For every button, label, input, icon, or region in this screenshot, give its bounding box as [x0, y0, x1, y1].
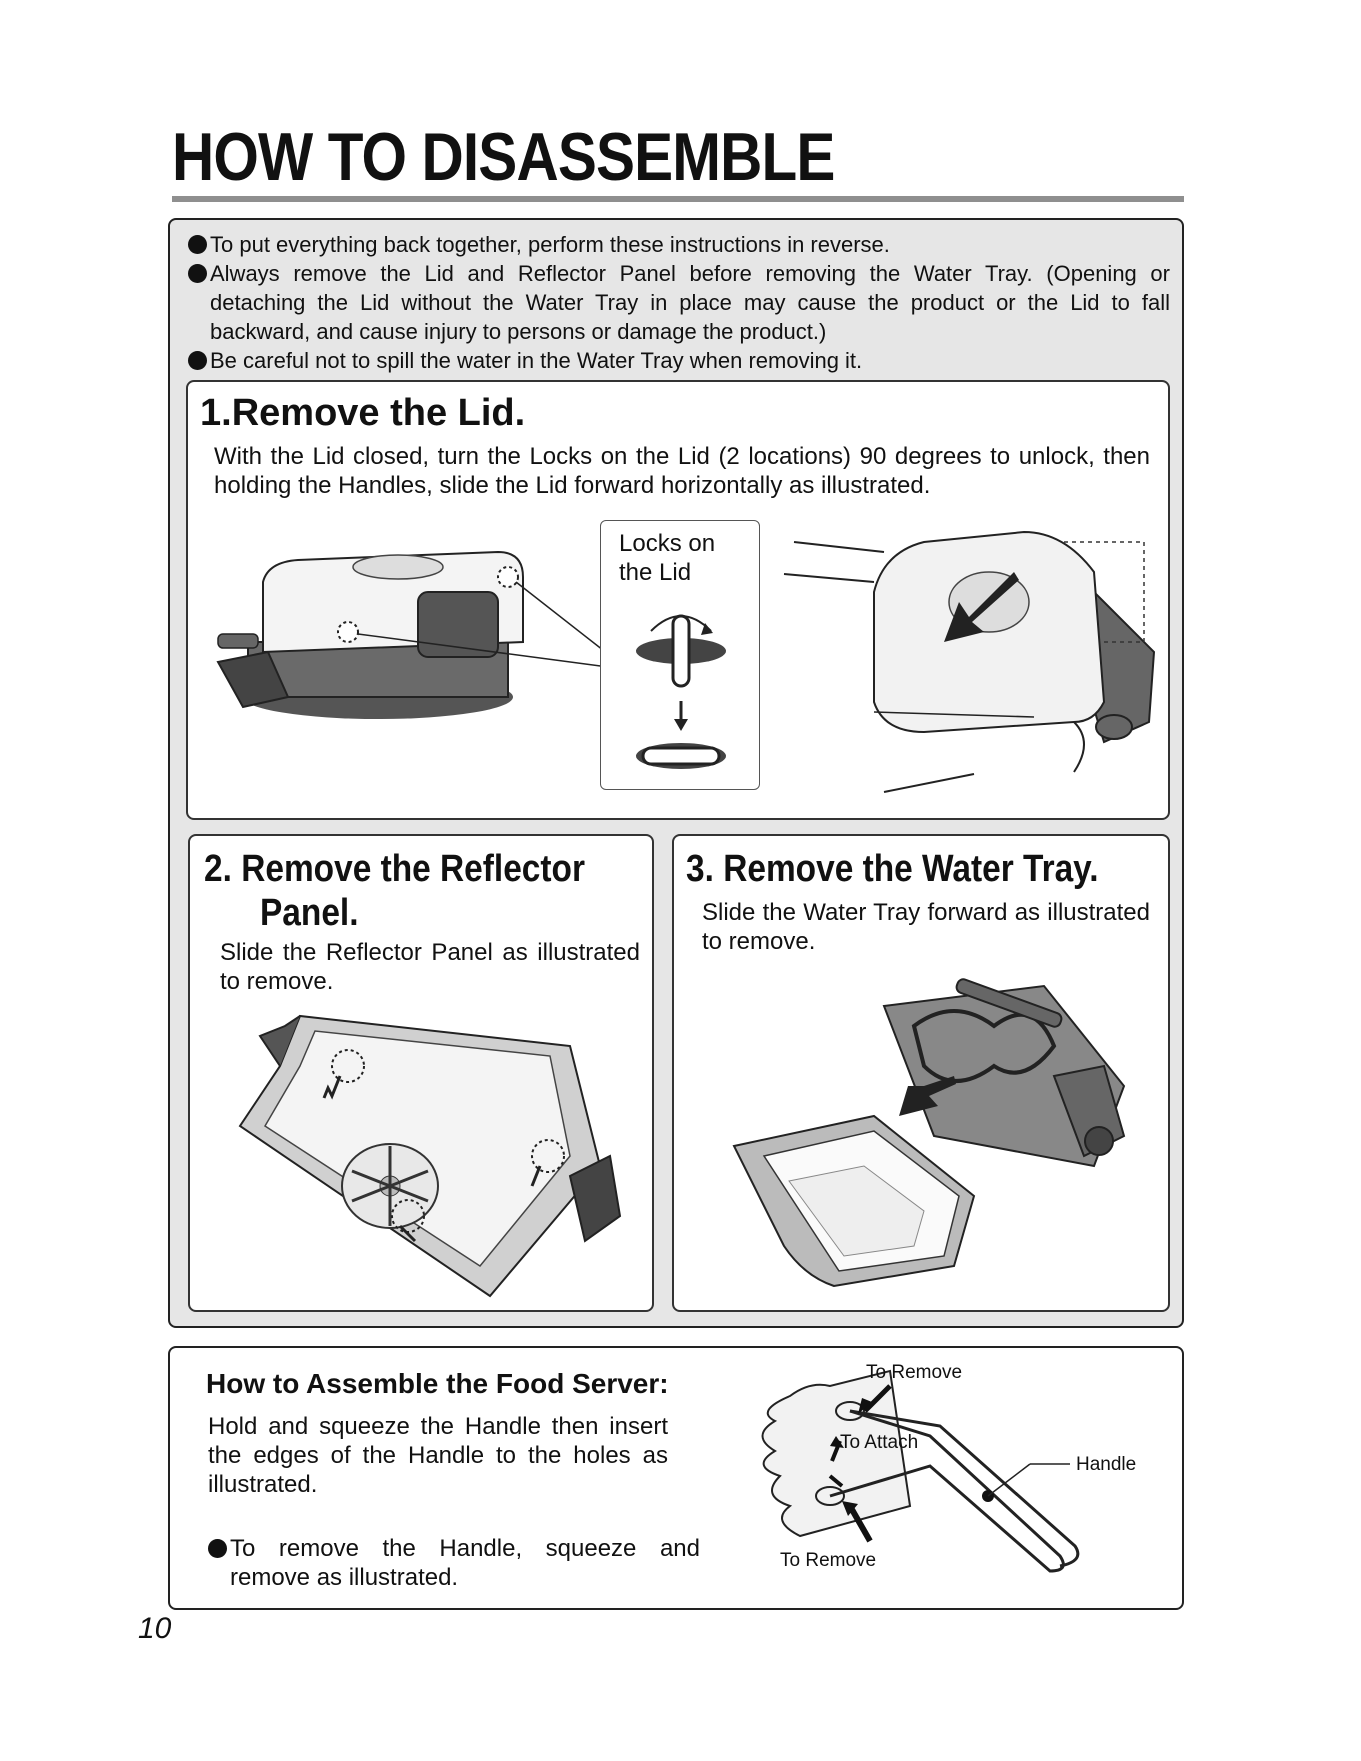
step-2-title: 2. Remove the Reflector — [204, 848, 585, 890]
title-rule — [172, 196, 1184, 202]
note-item: To put everything back together, perform these instructions in reverse. — [188, 230, 1170, 259]
to-remove-bottom-label: To Remove — [780, 1550, 877, 1571]
step-3-title: 3. Remove the Water Tray. — [686, 848, 1099, 890]
locks-callout — [600, 520, 760, 790]
lid-removal-illustration — [774, 512, 1164, 812]
step-1-box — [186, 380, 1170, 820]
disassembly-panel — [168, 218, 1184, 1328]
bullet-icon — [188, 235, 207, 254]
food-server-note: To remove the Handle, squeeze and remove as illustrated. — [208, 1534, 700, 1592]
step-3-box — [672, 834, 1170, 1312]
page-number: 10 — [138, 1612, 172, 1645]
lock-rotate-icon — [621, 611, 741, 781]
step-1-title: 1.Remove the Lid. — [200, 392, 526, 434]
step-3-text: Slide the Water Tray forward as illustrated to remove. — [702, 899, 1150, 955]
reflector-panel-illustration — [240, 1006, 620, 1296]
locks-callout-label: Locks on the Lid — [619, 530, 716, 586]
water-tray-removal-illustration — [724, 966, 1154, 1296]
grill-lid-closed-illustration — [208, 522, 538, 742]
bullet-icon — [208, 1539, 227, 1558]
food-server-text: Hold and squeeze the Handle then insert the edges of the Handle to the holes as illustrated. — [208, 1413, 668, 1498]
bullet-icon — [188, 351, 207, 370]
note-item: Always remove the Lid and Reflector Panel before removing the Water Tray. (Opening or detaching the Lid without the Water Tray in place may cause the product or the Lid to fall backward, and cause injury to persons or damage the product.) — [188, 259, 1170, 346]
page-title: HOW TO DISASSEMBLE — [172, 119, 835, 195]
step-2-text: Slide the Reflector Panel as illustrated to remove. — [220, 939, 640, 995]
note-item: Be careful not to spill the water in the Water Tray when removing it. — [188, 346, 1170, 375]
to-attach-label: To Attach — [840, 1432, 919, 1453]
food-server-title: How to Assemble the Food Server: — [206, 1368, 669, 1399]
step-2-title-cont: Panel. — [260, 892, 359, 934]
notes-list — [188, 230, 1170, 375]
bullet-icon — [188, 264, 207, 283]
food-server-panel — [168, 1346, 1184, 1610]
step-1-text: With the Lid closed, turn the Locks on the Lid (2 locations) 90 degrees to unlock, then holding the Handles, slide the Lid forward horizontally as illustrated. — [214, 443, 1150, 499]
step-2-box — [188, 834, 654, 1312]
handle-label: Handle — [1076, 1454, 1137, 1475]
food-server-illustration — [730, 1356, 1170, 1606]
to-remove-top-label: To Remove — [866, 1362, 963, 1383]
